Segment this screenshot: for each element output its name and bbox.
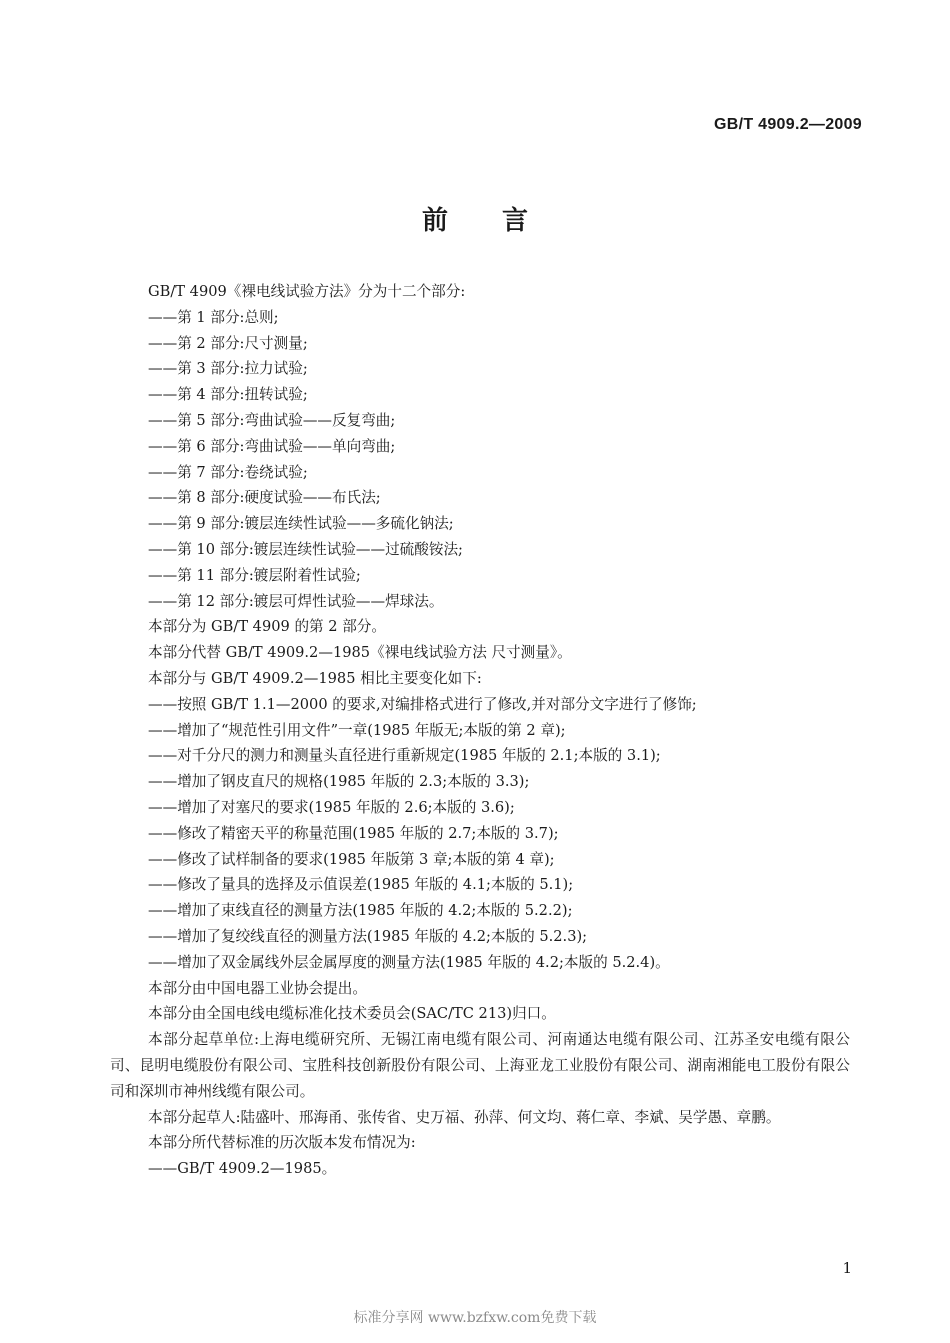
page-title: 前言	[421, 206, 582, 236]
list-item: ——GB/T 4909.2—1985。	[148, 1160, 337, 1178]
list-item: ——修改了试样制备的要求(1985 年版第 3 章;本版的第 4 章);	[148, 850, 555, 868]
paragraph: 本部分由全国电线电缆标准化技术委员会(SAC/TC 213)归口。	[148, 1005, 556, 1023]
list-item: ——第 8 部分:硬度试验——布氏法;	[148, 489, 381, 507]
list-item: ——第 12 部分:镀层可焊性试验——焊球法。	[148, 592, 444, 610]
paragraph: 本部分代替 GB/T 4909.2—1985《裸电线试验方法 尺寸测量》。	[148, 644, 572, 662]
list-item: ——增加了对塞尺的要求(1985 年版的 2.6;本版的 3.6);	[148, 798, 515, 816]
footer-watermark: 标准分享网 www.bzfxw.com免费下载	[353, 1310, 597, 1326]
list-item: ——增加了“规范性引用文件”一章(1985 年版无;本版的第 2 章);	[148, 721, 566, 739]
list-item: ——增加了束线直径的测量方法(1985 年版的 4.2;本版的 5.2.2);	[148, 902, 573, 920]
list-item: ——第 4 部分:扭转试验;	[148, 386, 308, 404]
list-item: ——第 10 部分:镀层连续性试验——过硫酸铵法;	[148, 540, 463, 558]
paragraph: 本部分为 GB/T 4909 的第 2 部分。	[148, 618, 386, 636]
list-item: ——按照 GB/T 1.1—2000 的要求,对编排格式进行了修改,并对部分文字进行了修饰;	[148, 695, 697, 713]
list-item: ——增加了双金属线外层金属厚度的测量方法(1985 年版的 4.2;本版的 5.2.4)。	[148, 953, 670, 971]
list-item: ——第 11 部分:镀层附着性试验;	[148, 566, 361, 584]
list-item: ——增加了钢皮直尺的规格(1985 年版的 2.3;本版的 3.3);	[148, 773, 530, 791]
page-number: 1	[842, 1259, 852, 1277]
list-item: ——对千分尺的测力和测量头直径进行重新规定(1985 年版的 2.1;本版的 3.1);	[148, 747, 661, 765]
list-item: ——第 7 部分:卷绕试验;	[148, 463, 308, 481]
list-item: ——第 5 部分:弯曲试验——反复弯曲;	[148, 411, 396, 429]
list-item: ——第 2 部分:尺寸测量;	[148, 334, 308, 352]
paragraph: 本部分由中国电器工业协会提出。	[148, 979, 367, 997]
standard-code: GB/T 4909.2—2009	[714, 116, 862, 133]
list-item: ——修改了精密天平的称量范围(1985 年版的 2.7;本版的 3.7);	[148, 824, 559, 842]
list-item: ——第 1 部分:总则;	[148, 308, 279, 326]
paragraph: 本部分所代替标准的历次版本发布情况为:	[148, 1134, 416, 1152]
list-item: ——修改了量具的选择及示值误差(1985 年版的 4.1;本版的 5.1);	[148, 876, 574, 894]
list-item: ——第 9 部分:镀层连续性试验——多硫化钠法;	[148, 515, 454, 533]
paragraph: 本部分与 GB/T 4909.2—1985 相比主要变化如下:	[148, 669, 482, 687]
paragraph: GB/T 4909《裸电线试验方法》分为十二个部分:	[148, 283, 466, 300]
list-item: ——增加了复绞线直径的测量方法(1985 年版的 4.2;本版的 5.2.3);	[148, 927, 588, 945]
list-item: ——第 6 部分:弯曲试验——单向弯曲;	[148, 437, 396, 455]
list-item: ——第 3 部分:拉力试验;	[148, 360, 308, 378]
document-body	[110, 279, 850, 1182]
paragraph: 本部分起草人:陆盛叶、邢海甬、张传省、史万福、孙萍、何文均、蒋仁章、李斌、吴学愚、章鹏。	[148, 1108, 781, 1126]
paragraph: 本部分起草单位:上海电缆研究所、无锡江南电缆有限公司、河南通达电缆有限公司、江苏圣安电缆有限公司、昆明电缆股份有限公司、宝胜科技创新股份有限公司、上海亚龙工业股份有限公司、湖南湘能电工股份有限公司和深圳市神州线缆有限公司。	[110, 1031, 850, 1100]
